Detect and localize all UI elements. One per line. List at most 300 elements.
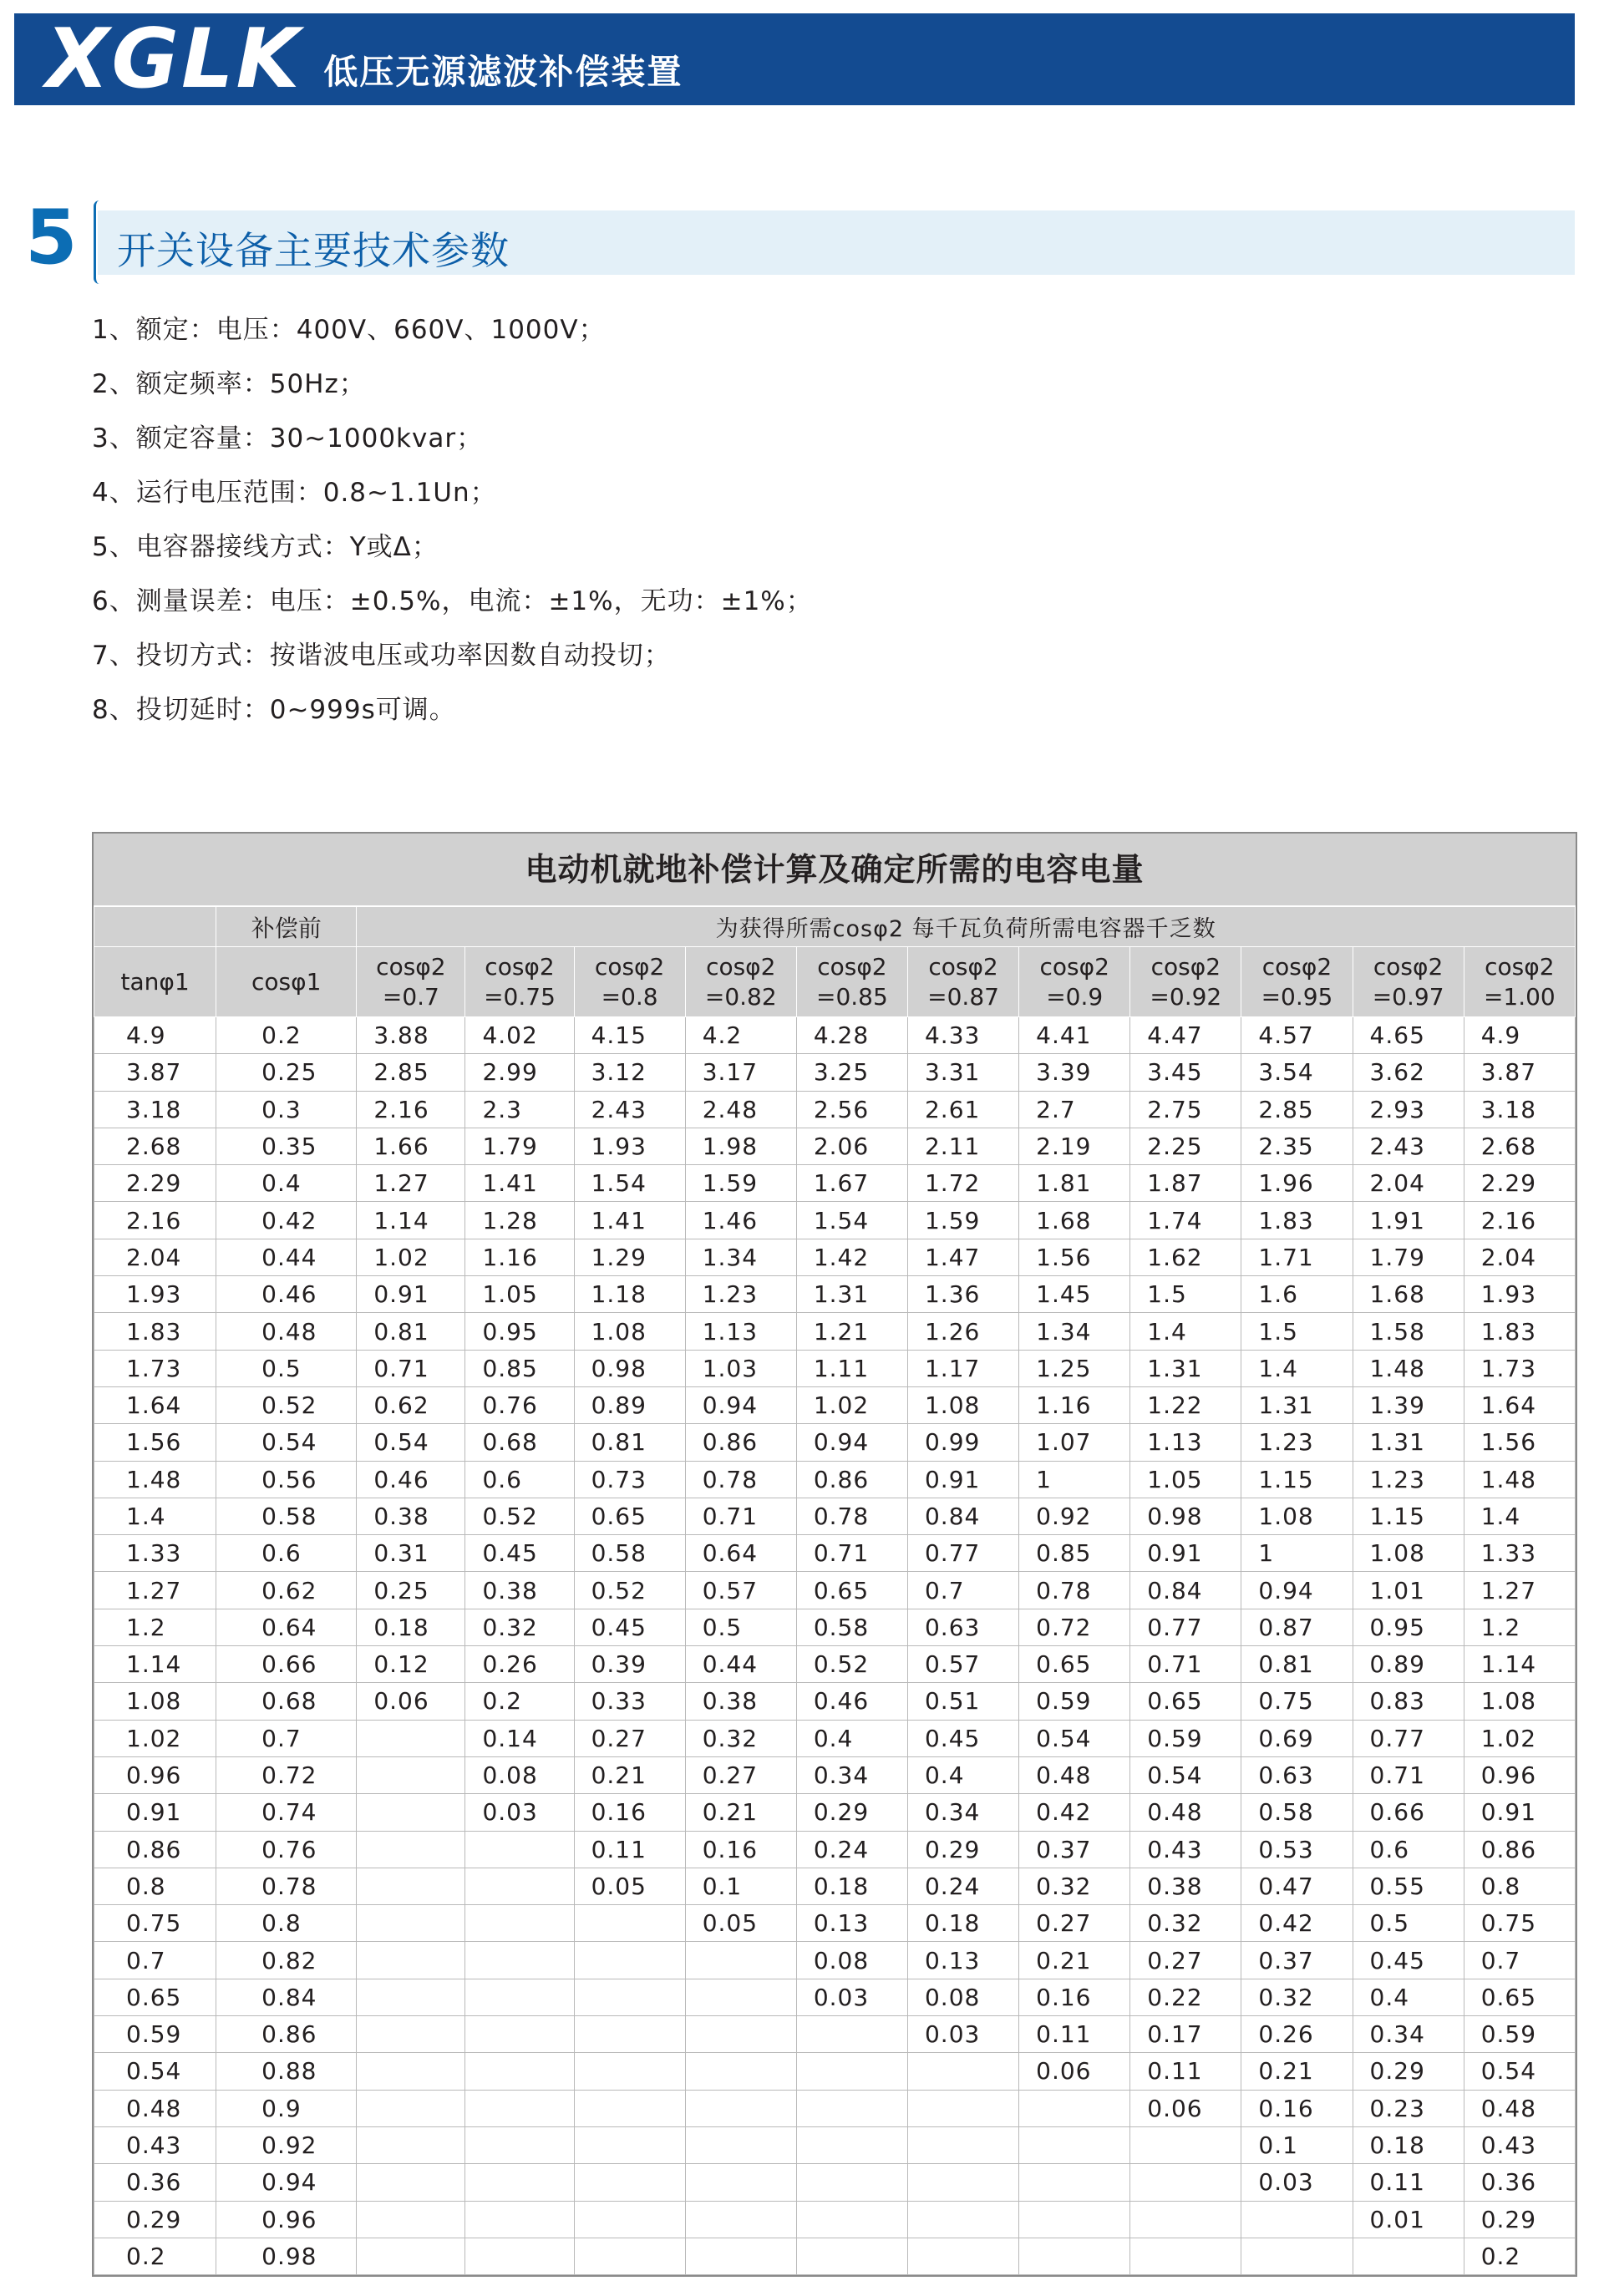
table-cell: 0.06 — [357, 1683, 465, 1720]
table-cell — [357, 1720, 465, 1756]
column-header: cosφ2 =0.82 — [685, 947, 796, 1017]
column-header: cosφ2 =0.97 — [1353, 947, 1464, 1017]
table-cell: 1.31 — [796, 1276, 907, 1313]
table-cell: 0.86 — [685, 1424, 796, 1461]
table-cell: 1.83 — [1464, 1313, 1575, 1350]
brand-logo: XGLK — [46, 12, 302, 107]
table-cell: 0.23 — [1353, 2090, 1464, 2126]
table-cell: 0.42 — [1019, 1794, 1130, 1831]
table-cell: 3.12 — [574, 1054, 685, 1091]
table-cell — [465, 1831, 574, 1868]
table-cell: 0.24 — [796, 1831, 907, 1868]
table-cell: 4.02 — [465, 1017, 574, 1054]
table-cell: 0.91 — [94, 1794, 216, 1831]
table-cell: 1.26 — [907, 1313, 1018, 1350]
table-cell: 1.11 — [796, 1350, 907, 1386]
table-cell: 0.11 — [1019, 2016, 1130, 2053]
table-cell — [1019, 2238, 1130, 2274]
table-cell: 0.17 — [1130, 2016, 1241, 2053]
table-cell — [1130, 2164, 1241, 2201]
table-cell: 0.44 — [216, 1239, 357, 1275]
table-cell: 3.54 — [1241, 1054, 1353, 1091]
table-cell: 1.08 — [1353, 1535, 1464, 1572]
table-cell: 0.94 — [216, 2164, 357, 2201]
spec-item: 3、额定容量：30~1000kvar； — [92, 423, 484, 454]
table-cell — [465, 1979, 574, 2015]
table-row — [94, 2016, 1576, 2053]
table-cell: 1.29 — [574, 1239, 685, 1275]
table-cell: 0.03 — [465, 1794, 574, 1831]
table-cell: 1.28 — [465, 1202, 574, 1239]
table-cell — [1241, 2201, 1353, 2238]
table-cell: 0.71 — [796, 1535, 907, 1572]
table-cell: 0.06 — [1130, 2090, 1241, 2126]
table-cell: 0.78 — [685, 1461, 796, 1498]
table-cell: 0.65 — [574, 1498, 685, 1534]
table-cell: 2.16 — [1464, 1202, 1575, 1239]
table-cell: 0.83 — [1353, 1683, 1464, 1720]
table-cell — [685, 1942, 796, 1979]
spec-list — [92, 309, 813, 743]
table-cell: 0.95 — [465, 1313, 574, 1350]
table-cell: 2.35 — [1241, 1128, 1353, 1164]
table-cell: 0.7 — [1464, 1942, 1575, 1979]
table-cell: 1.02 — [94, 1720, 216, 1756]
table-cell: 1.15 — [1241, 1461, 1353, 1498]
table-cell: 2.06 — [796, 1128, 907, 1164]
column-header: cosφ2 =0.92 — [1130, 947, 1241, 1017]
table-cell: 0.08 — [907, 1979, 1018, 2015]
table-cell — [574, 2053, 685, 2090]
table-cell — [796, 2164, 907, 2201]
column-header: cosφ2 =0.95 — [1241, 947, 1353, 1017]
table-cell: 0.89 — [1353, 1646, 1464, 1683]
table-cell: 0.85 — [465, 1350, 574, 1386]
column-header: cosφ2 =0.75 — [465, 947, 574, 1017]
table-cell: 1.27 — [1464, 1572, 1575, 1609]
table-cell: 0.86 — [1464, 1831, 1575, 1868]
table-cell: 0.76 — [216, 1831, 357, 1868]
table-cell: 1.96 — [1241, 1165, 1353, 1202]
table-cell: 3.45 — [1130, 1054, 1241, 1091]
table-cell: 0.2 — [94, 2238, 216, 2274]
table-cell: 0.58 — [1241, 1794, 1353, 1831]
table-cell — [1019, 2201, 1130, 2238]
table-row — [94, 1054, 1576, 1091]
table-cell: 0.29 — [907, 1831, 1018, 1868]
table-cell: 2.68 — [94, 1128, 216, 1164]
table-cell — [574, 2016, 685, 2053]
table-cell: 2.19 — [1019, 1128, 1130, 1164]
table-cell: 1.31 — [1353, 1424, 1464, 1461]
header-before-compensation: 补偿前 — [216, 907, 357, 947]
table-cell: 1.14 — [94, 1646, 216, 1683]
table-cell: 0.98 — [574, 1350, 685, 1386]
table-cell: 0.24 — [907, 1868, 1018, 1904]
table-cell: 0.75 — [1241, 1683, 1353, 1720]
table-cell: 0.13 — [907, 1942, 1018, 1979]
document-title: 低压无源滤波补偿装置 — [323, 51, 683, 92]
table-cell: 0.6 — [1353, 1831, 1464, 1868]
table-cell — [357, 1794, 465, 1831]
table-row — [94, 1091, 1576, 1128]
table-cell: 0.45 — [465, 1535, 574, 1572]
table-cell — [357, 1756, 465, 1793]
table-cell: 1.4 — [1241, 1350, 1353, 1386]
table-row — [94, 2164, 1576, 2201]
table-row — [94, 2238, 1576, 2274]
table-cell: 0.88 — [216, 2053, 357, 2090]
table-cell: 2.16 — [357, 1091, 465, 1128]
table-cell: 3.25 — [796, 1054, 907, 1091]
table-cell: 3.88 — [357, 1017, 465, 1054]
column-header: tanφ1 — [94, 947, 216, 1017]
table-cell: 1.4 — [1130, 1313, 1241, 1350]
table-cell: 2.48 — [685, 1091, 796, 1128]
table-cell: 0.3 — [216, 1091, 357, 1128]
table-cell: 0.99 — [907, 1424, 1018, 1461]
table-cell: 0.58 — [574, 1535, 685, 1572]
table-cell: 1.41 — [574, 1202, 685, 1239]
table-cell: 0.52 — [796, 1646, 907, 1683]
table-cell: 4.57 — [1241, 1017, 1353, 1054]
table-cell: 0.29 — [1353, 2053, 1464, 2090]
table-cell: 0.32 — [465, 1609, 574, 1645]
header-required-kvar: 为获得所需cosφ2 每千瓦负荷所需电容器千乏数 — [357, 907, 1576, 947]
table-cell: 1.08 — [1241, 1498, 1353, 1534]
table-row — [94, 1313, 1576, 1350]
table-cell: 0.7 — [907, 1572, 1018, 1609]
column-header-row — [94, 947, 1576, 1017]
column-header: cosφ2 =0.8 — [574, 947, 685, 1017]
table-cell: 2.7 — [1019, 1091, 1130, 1128]
table-cell: 0.54 — [1464, 2053, 1575, 2090]
spec-item: 7、投切方式：按谐波电压或功率因数自动投切； — [92, 641, 671, 671]
table-cell: 1.5 — [1241, 1313, 1353, 1350]
table-cell — [465, 2238, 574, 2274]
table-row — [94, 1646, 1576, 1683]
table-cell: 1.27 — [357, 1165, 465, 1202]
table-cell: 0.11 — [1353, 2164, 1464, 2201]
table-cell: 3.18 — [94, 1091, 216, 1128]
table-cell: 0.21 — [574, 1756, 685, 1793]
table-cell: 2.43 — [1353, 1128, 1464, 1164]
table-cell: 0.78 — [796, 1498, 907, 1534]
table-cell — [357, 1905, 465, 1942]
table-cell — [357, 1868, 465, 1904]
table-cell — [685, 1979, 796, 2015]
table-row — [94, 1424, 1576, 1461]
table-row — [94, 2201, 1576, 2238]
table-cell: 0.29 — [1464, 2201, 1575, 2238]
table-cell: 1.59 — [907, 1202, 1018, 1239]
table-cell: 0.84 — [1130, 1572, 1241, 1609]
table-cell: 2.3 — [465, 1091, 574, 1128]
spec-item: 4、运行电压范围：0.8~1.1Un； — [92, 478, 497, 508]
table-cell: 0.16 — [685, 1831, 796, 1868]
table-cell: 0.36 — [94, 2164, 216, 2201]
table-cell: 1.23 — [685, 1276, 796, 1313]
column-header: cosφ2 =1.00 — [1464, 947, 1575, 1017]
table-cell: 1.16 — [465, 1239, 574, 1275]
section-title: 开关设备主要技术参数 — [117, 228, 510, 273]
table-cell: 2.85 — [357, 1054, 465, 1091]
spec-item: 6、测量误差：电压：±0.5%，电流：±1%，无功：±1%； — [92, 586, 813, 616]
table-cell — [1019, 2164, 1130, 2201]
table-cell — [685, 2201, 796, 2238]
table-cell: 1.56 — [1019, 1239, 1130, 1275]
table-cell: 2.11 — [907, 1128, 1018, 1164]
table-cell: 1.64 — [1464, 1386, 1575, 1423]
table-row — [94, 1868, 1576, 1904]
table-cell: 1.03 — [685, 1350, 796, 1386]
table-row — [94, 1276, 1576, 1313]
header-blank — [94, 907, 216, 947]
column-header: cosφ2 =0.85 — [796, 947, 907, 1017]
section-number: 5 — [25, 194, 78, 281]
table-cell: 0.63 — [907, 1609, 1018, 1645]
table-cell — [1130, 2238, 1241, 2274]
table-cell: 0.74 — [216, 1794, 357, 1831]
table-cell: 0.65 — [1019, 1646, 1130, 1683]
table-row — [94, 1720, 1576, 1756]
table-cell: 1.48 — [94, 1461, 216, 1498]
table-cell: 1.72 — [907, 1165, 1018, 1202]
table-cell: 0.48 — [1019, 1756, 1130, 1793]
table-cell: 0.32 — [685, 1720, 796, 1756]
table-cell: 0.21 — [1019, 1942, 1130, 1979]
table-cell — [465, 2126, 574, 2163]
table-cell: 0.58 — [216, 1498, 357, 1534]
table-cell: 2.04 — [1464, 1239, 1575, 1275]
table-cell: 3.87 — [1464, 1054, 1575, 1091]
table-cell: 1.2 — [94, 1609, 216, 1645]
table-cell — [1019, 2090, 1130, 2126]
table-cell: 0.48 — [94, 2090, 216, 2126]
table-cell: 0.87 — [1241, 1609, 1353, 1645]
table-cell: 0.27 — [1130, 1942, 1241, 1979]
table-cell: 0.59 — [94, 2016, 216, 2053]
table-row — [94, 1683, 1576, 1720]
table-cell: 0.34 — [796, 1756, 907, 1793]
table-cell: 2.25 — [1130, 1128, 1241, 1164]
table-row — [94, 1498, 1576, 1534]
table-cell: 0.48 — [1130, 1794, 1241, 1831]
table-cell: 0.25 — [357, 1572, 465, 1609]
table-cell: 0.27 — [574, 1720, 685, 1756]
table-cell: 1.34 — [1019, 1313, 1130, 1350]
table-cell: 1.13 — [1130, 1424, 1241, 1461]
table-cell: 0.94 — [685, 1386, 796, 1423]
table-cell: 0.16 — [574, 1794, 685, 1831]
table-cell: 0.16 — [1019, 1979, 1130, 2015]
table-cell: 1.05 — [1130, 1461, 1241, 1498]
table-cell: 0.86 — [216, 2016, 357, 2053]
table-cell: 1.17 — [907, 1350, 1018, 1386]
table-cell: 4.2 — [685, 1017, 796, 1054]
table-cell: 2.04 — [94, 1239, 216, 1275]
table-cell — [574, 1979, 685, 2015]
table-cell: 1.08 — [907, 1386, 1018, 1423]
table-cell — [357, 2016, 465, 2053]
table-cell — [796, 2201, 907, 2238]
table-cell: 0.26 — [1241, 2016, 1353, 2053]
table-cell: 2.68 — [1464, 1128, 1575, 1164]
table-cell: 0.72 — [216, 1756, 357, 1793]
table-cell: 0.48 — [1464, 2090, 1575, 2126]
table-cell: 1.08 — [1464, 1683, 1575, 1720]
table-cell: 0.32 — [1019, 1868, 1130, 1904]
table-cell: 4.28 — [796, 1017, 907, 1054]
spec-item: 1、额定：电压：400V、660V、1000V； — [92, 315, 606, 345]
table-cell: 0.77 — [1353, 1720, 1464, 1756]
table-cell: 1.81 — [1019, 1165, 1130, 1202]
table-cell: 0.11 — [1130, 2053, 1241, 2090]
table-cell: 0.08 — [796, 1942, 907, 1979]
table-cell: 1.01 — [1353, 1572, 1464, 1609]
table-cell: 1.67 — [796, 1165, 907, 1202]
table-cell: 1.93 — [94, 1276, 216, 1313]
table-cell: 0.65 — [796, 1572, 907, 1609]
table-cell: 0.62 — [216, 1572, 357, 1609]
table-cell: 1.5 — [1130, 1276, 1241, 1313]
table-cell: 0.5 — [216, 1350, 357, 1386]
table-cell: 0.47 — [1241, 1868, 1353, 1904]
table-cell: 0.91 — [907, 1461, 1018, 1498]
table-cell: 0.71 — [1130, 1646, 1241, 1683]
table-cell: 0.92 — [216, 2126, 357, 2163]
table-cell: 0.45 — [574, 1609, 685, 1645]
table-cell — [907, 2126, 1018, 2163]
table-cell: 0.7 — [216, 1720, 357, 1756]
table-cell: 0.86 — [94, 1831, 216, 1868]
table-cell: 4.9 — [94, 1017, 216, 1054]
table-cell: 1.79 — [1353, 1239, 1464, 1275]
table-cell: 1.48 — [1353, 1350, 1464, 1386]
table-cell: 0.86 — [796, 1461, 907, 1498]
table-cell — [907, 2238, 1018, 2274]
table-cell: 0.46 — [216, 1276, 357, 1313]
table-row — [94, 1794, 1576, 1831]
table-cell: 0.48 — [216, 1313, 357, 1350]
table-cell — [465, 1905, 574, 1942]
table-row — [94, 1350, 1576, 1386]
table-cell: 0.33 — [574, 1683, 685, 1720]
table-cell: 3.87 — [94, 1054, 216, 1091]
table-cell: 1.83 — [94, 1313, 216, 1350]
table-cell: 0.1 — [1241, 2126, 1353, 2163]
table-cell: 0.31 — [357, 1535, 465, 1572]
table-cell: 1.71 — [1241, 1239, 1353, 1275]
table-cell: 0.54 — [1130, 1756, 1241, 1793]
table-cell: 2.85 — [1241, 1091, 1353, 1128]
table-cell: 1.22 — [1130, 1386, 1241, 1423]
table-cell: 0.66 — [216, 1646, 357, 1683]
column-header: cosφ2 =0.7 — [357, 947, 465, 1017]
table-cell: 0.13 — [796, 1905, 907, 1942]
table-cell: 0.54 — [216, 1424, 357, 1461]
table-cell: 1.31 — [1130, 1350, 1241, 1386]
spec-item: 8、投切延时：0~999s可调。 — [92, 695, 456, 725]
table-cell: 4.41 — [1019, 1017, 1130, 1054]
table-cell: 0.08 — [465, 1756, 574, 1793]
table-cell: 0.14 — [465, 1720, 574, 1756]
table-cell: 0.16 — [1241, 2090, 1353, 2126]
table-cell: 0.78 — [216, 1868, 357, 1904]
table-cell: 0.43 — [1130, 1831, 1241, 1868]
table-row — [94, 1942, 1576, 1979]
table-cell — [357, 2090, 465, 2126]
table-cell: 0.81 — [1241, 1646, 1353, 1683]
table-cell: 2.29 — [94, 1165, 216, 1202]
table-cell: 1.02 — [796, 1386, 907, 1423]
table-cell: 0.58 — [796, 1609, 907, 1645]
table-cell: 1.4 — [1464, 1498, 1575, 1534]
table-cell: 0.71 — [357, 1350, 465, 1386]
table-cell — [796, 2090, 907, 2126]
table-cell: 0.72 — [1019, 1609, 1130, 1645]
table-cell: 0.4 — [1353, 1979, 1464, 2015]
table-row — [94, 1461, 1576, 1498]
table-cell: 0.71 — [685, 1498, 796, 1534]
table-cell: 1.56 — [1464, 1424, 1575, 1461]
table-cell: 1.73 — [94, 1350, 216, 1386]
table-row — [94, 1572, 1576, 1609]
table-cell: 3.18 — [1464, 1091, 1575, 1128]
table-cell — [465, 2201, 574, 2238]
table-cell — [357, 2201, 465, 2238]
table-cell: 1.36 — [907, 1276, 1018, 1313]
table-cell: 1.56 — [94, 1424, 216, 1461]
table-cell: 0.94 — [796, 1424, 907, 1461]
table-cell: 0.63 — [1241, 1756, 1353, 1793]
table-cell: 1.02 — [357, 1239, 465, 1275]
table-cell: 0.18 — [1353, 2126, 1464, 2163]
table-cell: 0.66 — [1353, 1794, 1464, 1831]
table-cell: 0.12 — [357, 1646, 465, 1683]
table-cell: 0.91 — [357, 1276, 465, 1313]
table-cell: 1.14 — [357, 1202, 465, 1239]
table-cell — [357, 2053, 465, 2090]
table-cell: 0.59 — [1130, 1720, 1241, 1756]
table-cell: 0.89 — [574, 1386, 685, 1423]
table-cell: 0.92 — [1019, 1498, 1130, 1534]
table-cell: 0.38 — [357, 1498, 465, 1534]
table-cell: 1.64 — [94, 1386, 216, 1423]
table-cell — [796, 2016, 907, 2053]
section-divider — [94, 200, 99, 284]
table-cell: 0.18 — [357, 1609, 465, 1645]
table-cell: 1.39 — [1353, 1386, 1464, 1423]
table-cell: 1.66 — [357, 1128, 465, 1164]
table-cell — [1353, 2238, 1464, 2274]
table-cell: 1.21 — [796, 1313, 907, 1350]
table-cell: 2.61 — [907, 1091, 1018, 1128]
table-cell: 1.15 — [1353, 1498, 1464, 1534]
table-cell: 3.39 — [1019, 1054, 1130, 1091]
table-cell: 0.65 — [1464, 1979, 1575, 2015]
table-cell: 0.78 — [1019, 1572, 1130, 1609]
table-cell: 0.54 — [1019, 1720, 1130, 1756]
table-cell: 0.27 — [1019, 1905, 1130, 1942]
table-cell: 0.81 — [574, 1424, 685, 1461]
table-cell: 0.21 — [685, 1794, 796, 1831]
table-cell — [907, 2090, 1018, 2126]
table-cell: 0.35 — [216, 1128, 357, 1164]
table-cell: 0.5 — [1353, 1905, 1464, 1942]
table-row — [94, 1202, 1576, 1239]
table-cell: 1.02 — [1464, 1720, 1575, 1756]
